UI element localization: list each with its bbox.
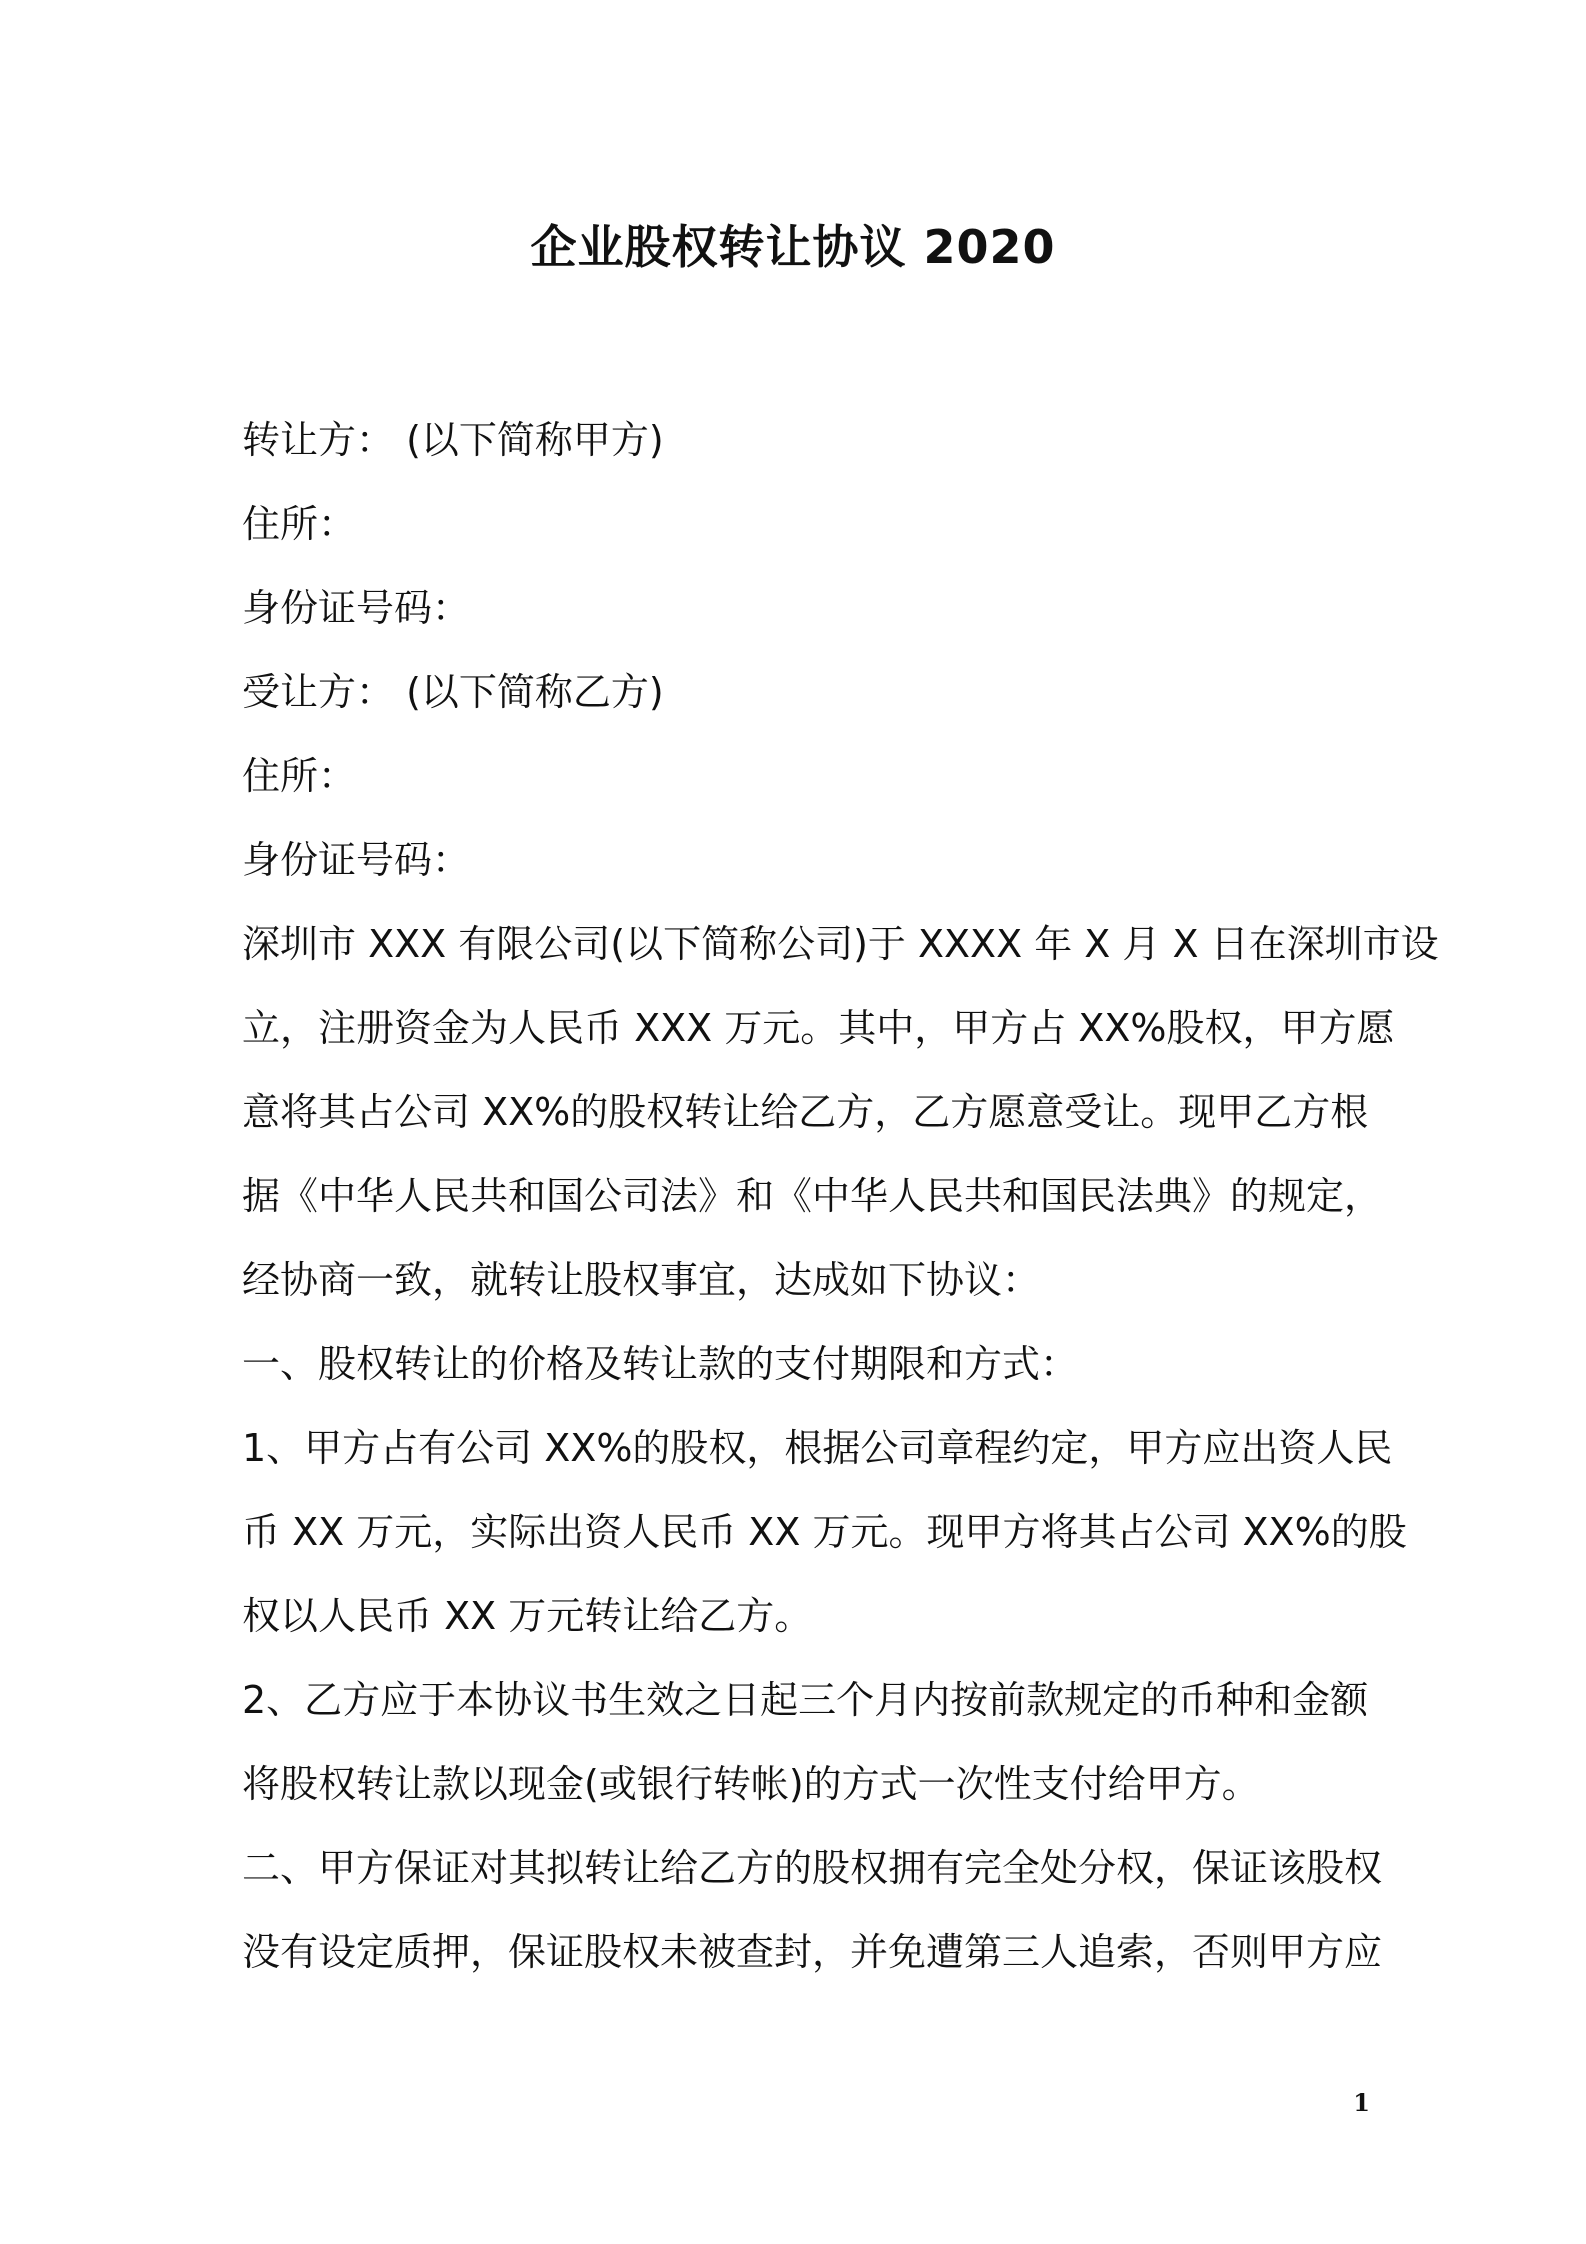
clause-line: 1、甲方占有公司 XX%的股权，根据公司章程约定，甲方应出资人民 [242, 1426, 1393, 1470]
section-heading-2: 二、甲方保证对其拟转让给乙方的股权拥有完全处分权，保证该股权 [242, 1846, 1383, 1890]
preamble-line: 据《中华人民共和国公司法》和《中华人民共和国民法典》的规定， [242, 1174, 1383, 1218]
document-title: 企业股权转让协议 2020 [530, 220, 1056, 274]
transferee-line: 受让方： (以下简称乙方) [242, 670, 664, 714]
preamble-line: 立，注册资金为人民币 XXX 万元。其中，甲方占 XX%股权，甲方愿 [242, 1006, 1395, 1050]
clause-line: 2、乙方应于本协议书生效之日起三个月内按前款规定的币种和金额 [242, 1678, 1369, 1722]
page-number: 1 [1353, 2088, 1370, 2117]
preamble-line: 深圳市 XXX 有限公司(以下简称公司)于 XXXX 年 X 月 X 日在深圳市设 [242, 922, 1439, 966]
clause-line: 币 XX 万元，实际出资人民币 XX 万元。现甲方将其占公司 XX%的股 [242, 1510, 1407, 1554]
transferor-id-line: 身份证号码： [242, 586, 471, 630]
clause-line: 将股权转让款以现金(或银行转帐)的方式一次性支付给甲方。 [242, 1762, 1260, 1806]
document-body [242, 398, 1439, 1994]
transferee-id-line: 身份证号码： [242, 838, 471, 882]
clause-line: 权以人民币 XX 万元转让给乙方。 [242, 1594, 813, 1638]
transferor-address-line: 住所： [242, 502, 357, 546]
section-heading-1: 一、股权转让的价格及转让款的支付期限和方式： [242, 1342, 1079, 1386]
preamble-line: 意将其占公司 XX%的股权转让给乙方，乙方愿意受让。现甲乙方根 [242, 1090, 1369, 1134]
clause-line: 没有设定质押，保证股权未被查封，并免遭第三人追索，否则甲方应 [242, 1930, 1383, 1974]
preamble-line: 经协商一致，就转让股权事宜，达成如下协议： [242, 1258, 1041, 1302]
transferor-line: 转让方： (以下简称甲方) [242, 418, 664, 462]
transferee-address-line: 住所： [242, 754, 357, 798]
